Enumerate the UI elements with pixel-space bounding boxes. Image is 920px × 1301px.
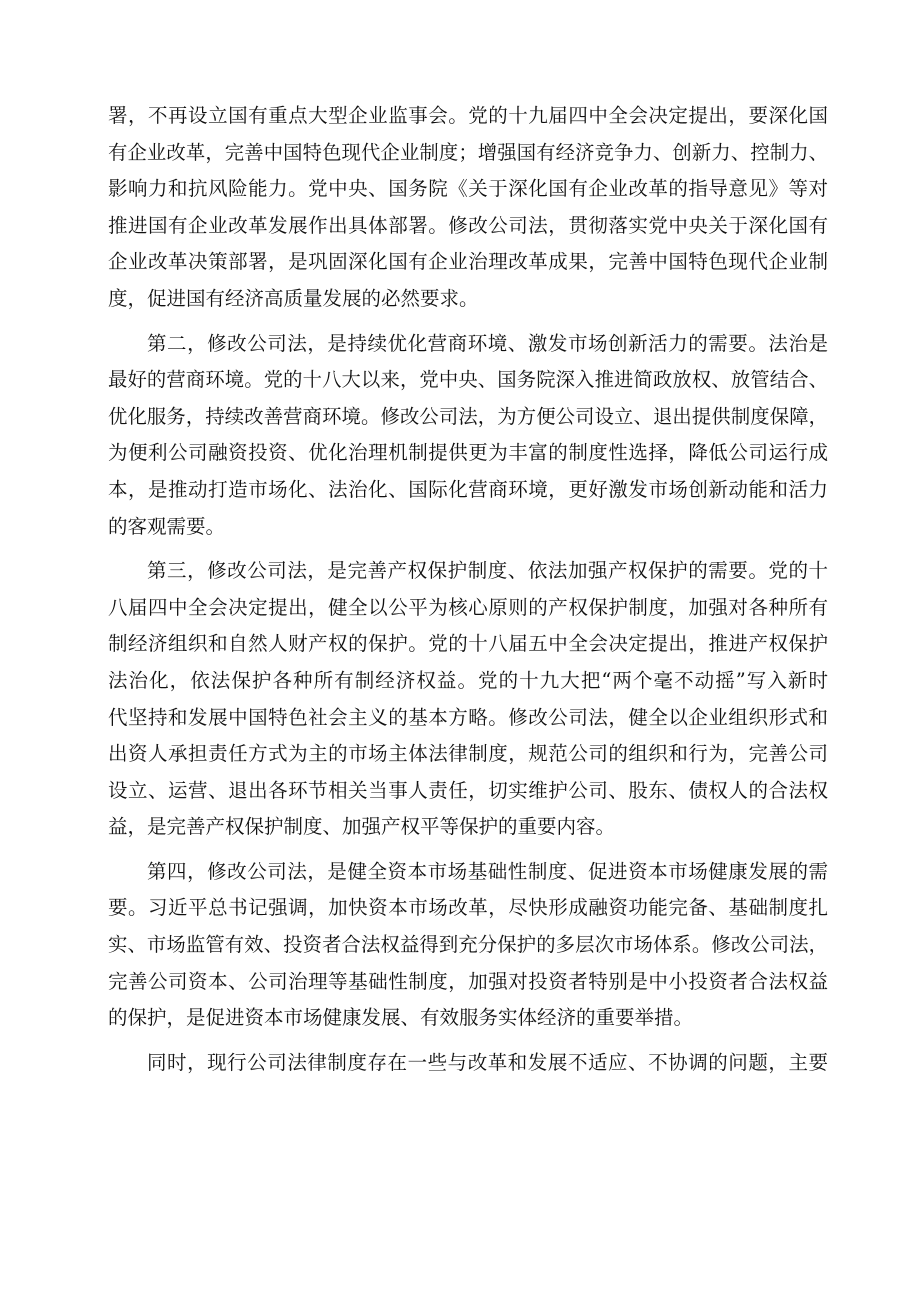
text-line: 第三，修改公司法，是完善产权保护制度、依法加强产权保护的需要。党的十 [147, 559, 828, 583]
text-line: 署，不再设立国有重点大型企业监事会。党的十九届四中全会决定提出，要深化国 [108, 104, 828, 127]
text-line: 的保护，是促进资本市场健康发展、有效服务实体经济的重要举措。 [108, 1006, 694, 1030]
text-line: 代坚持和发展中国特色社会主义的基本方略。修改公司法，健全以企业组织形式和 [108, 705, 828, 729]
text-line: 推进国有企业改革发展作出具体部署。修改公司法，贯彻落实党中央关于深化国有 [108, 213, 828, 237]
paragraph-2 [108, 326, 828, 546]
text-line: 完善公司资本、公司治理等基础性制度，加强对投资者特别是中小投资者合法权益 [108, 969, 828, 993]
text-line: 益，是完善产权保护制度、加强产权平等保护的重要内容。 [108, 815, 616, 839]
paragraph-4 [108, 854, 828, 1037]
text-line: 有企业改革，完善中国特色现代企业制度；增强国有经济竞争力、创新力、控制力、 [108, 140, 828, 164]
text-line: 要。习近平总书记强调，加快资本市场改革，尽快形成融资功能完备、基础制度扎 [108, 896, 828, 920]
text-line: 优化服务，持续改善营商环境。修改公司法，为方便公司设立、退出提供制度保障， [108, 404, 828, 428]
paragraph-3 [108, 553, 828, 846]
text-line: 八届四中全会决定提出，健全以公平为核心原则的产权保护制度，加强对各种所有 [108, 595, 828, 619]
text-line: 影响力和抗风险能力。党中央、国务院《关于深化国有企业改革的指导意见》等对 [108, 177, 828, 201]
text-line: 度，促进国有经济高质量发展的必然要求。 [108, 286, 479, 310]
text-line: 实、市场监管有效、投资者合法权益得到充分保护的多层次市场体系。修改公司法， [108, 933, 828, 957]
text-line: 企业改革决策部署，是巩固深化国有企业治理改革成果，完善中国特色现代企业制 [108, 250, 828, 274]
text-line: 本，是推动打造市场化、法治化、国际化营商环境，更好激发市场创新动能和活力 [108, 477, 828, 501]
text-line: 第二，修改公司法，是持续优化营商环境、激发市场创新活力的需要。法治是 [147, 331, 828, 355]
text-line: 最好的营商环境。党的十八大以来，党中央、国务院深入推进简政放权、放管结合、 [108, 368, 828, 392]
text-line: 出资人承担责任方式为主的市场主体法律制度，规范公司的组织和行为，完善公司 [108, 742, 828, 766]
text-line: 第四，修改公司法，是健全资本市场基础性制度、促进资本市场健康发展的需 [147, 859, 828, 883]
text-line: 的客观需要。 [108, 514, 226, 538]
text-line: 为便利公司融资投资、优化治理机制提供更为丰富的制度性选择，降低公司运行成 [108, 441, 828, 465]
paragraph-1 [108, 98, 828, 318]
text-line: 同时，现行公司法律制度存在一些与改革和发展不适应、不协调的问题，主要 [147, 1050, 828, 1074]
document-body [108, 98, 828, 1089]
text-line: 法治化，依法保护各种所有制经济权益。党的十九大把“两个毫不动摇”写入新时 [108, 668, 828, 692]
paragraph-5 [108, 1045, 828, 1082]
text-line: 设立、运营、退出各环节相关当事人责任，切实维护公司、股东、债权人的合法权 [108, 778, 828, 802]
text-line: 制经济组织和自然人财产权的保护。党的十八届五中全会决定提出，推进产权保护 [108, 632, 828, 656]
